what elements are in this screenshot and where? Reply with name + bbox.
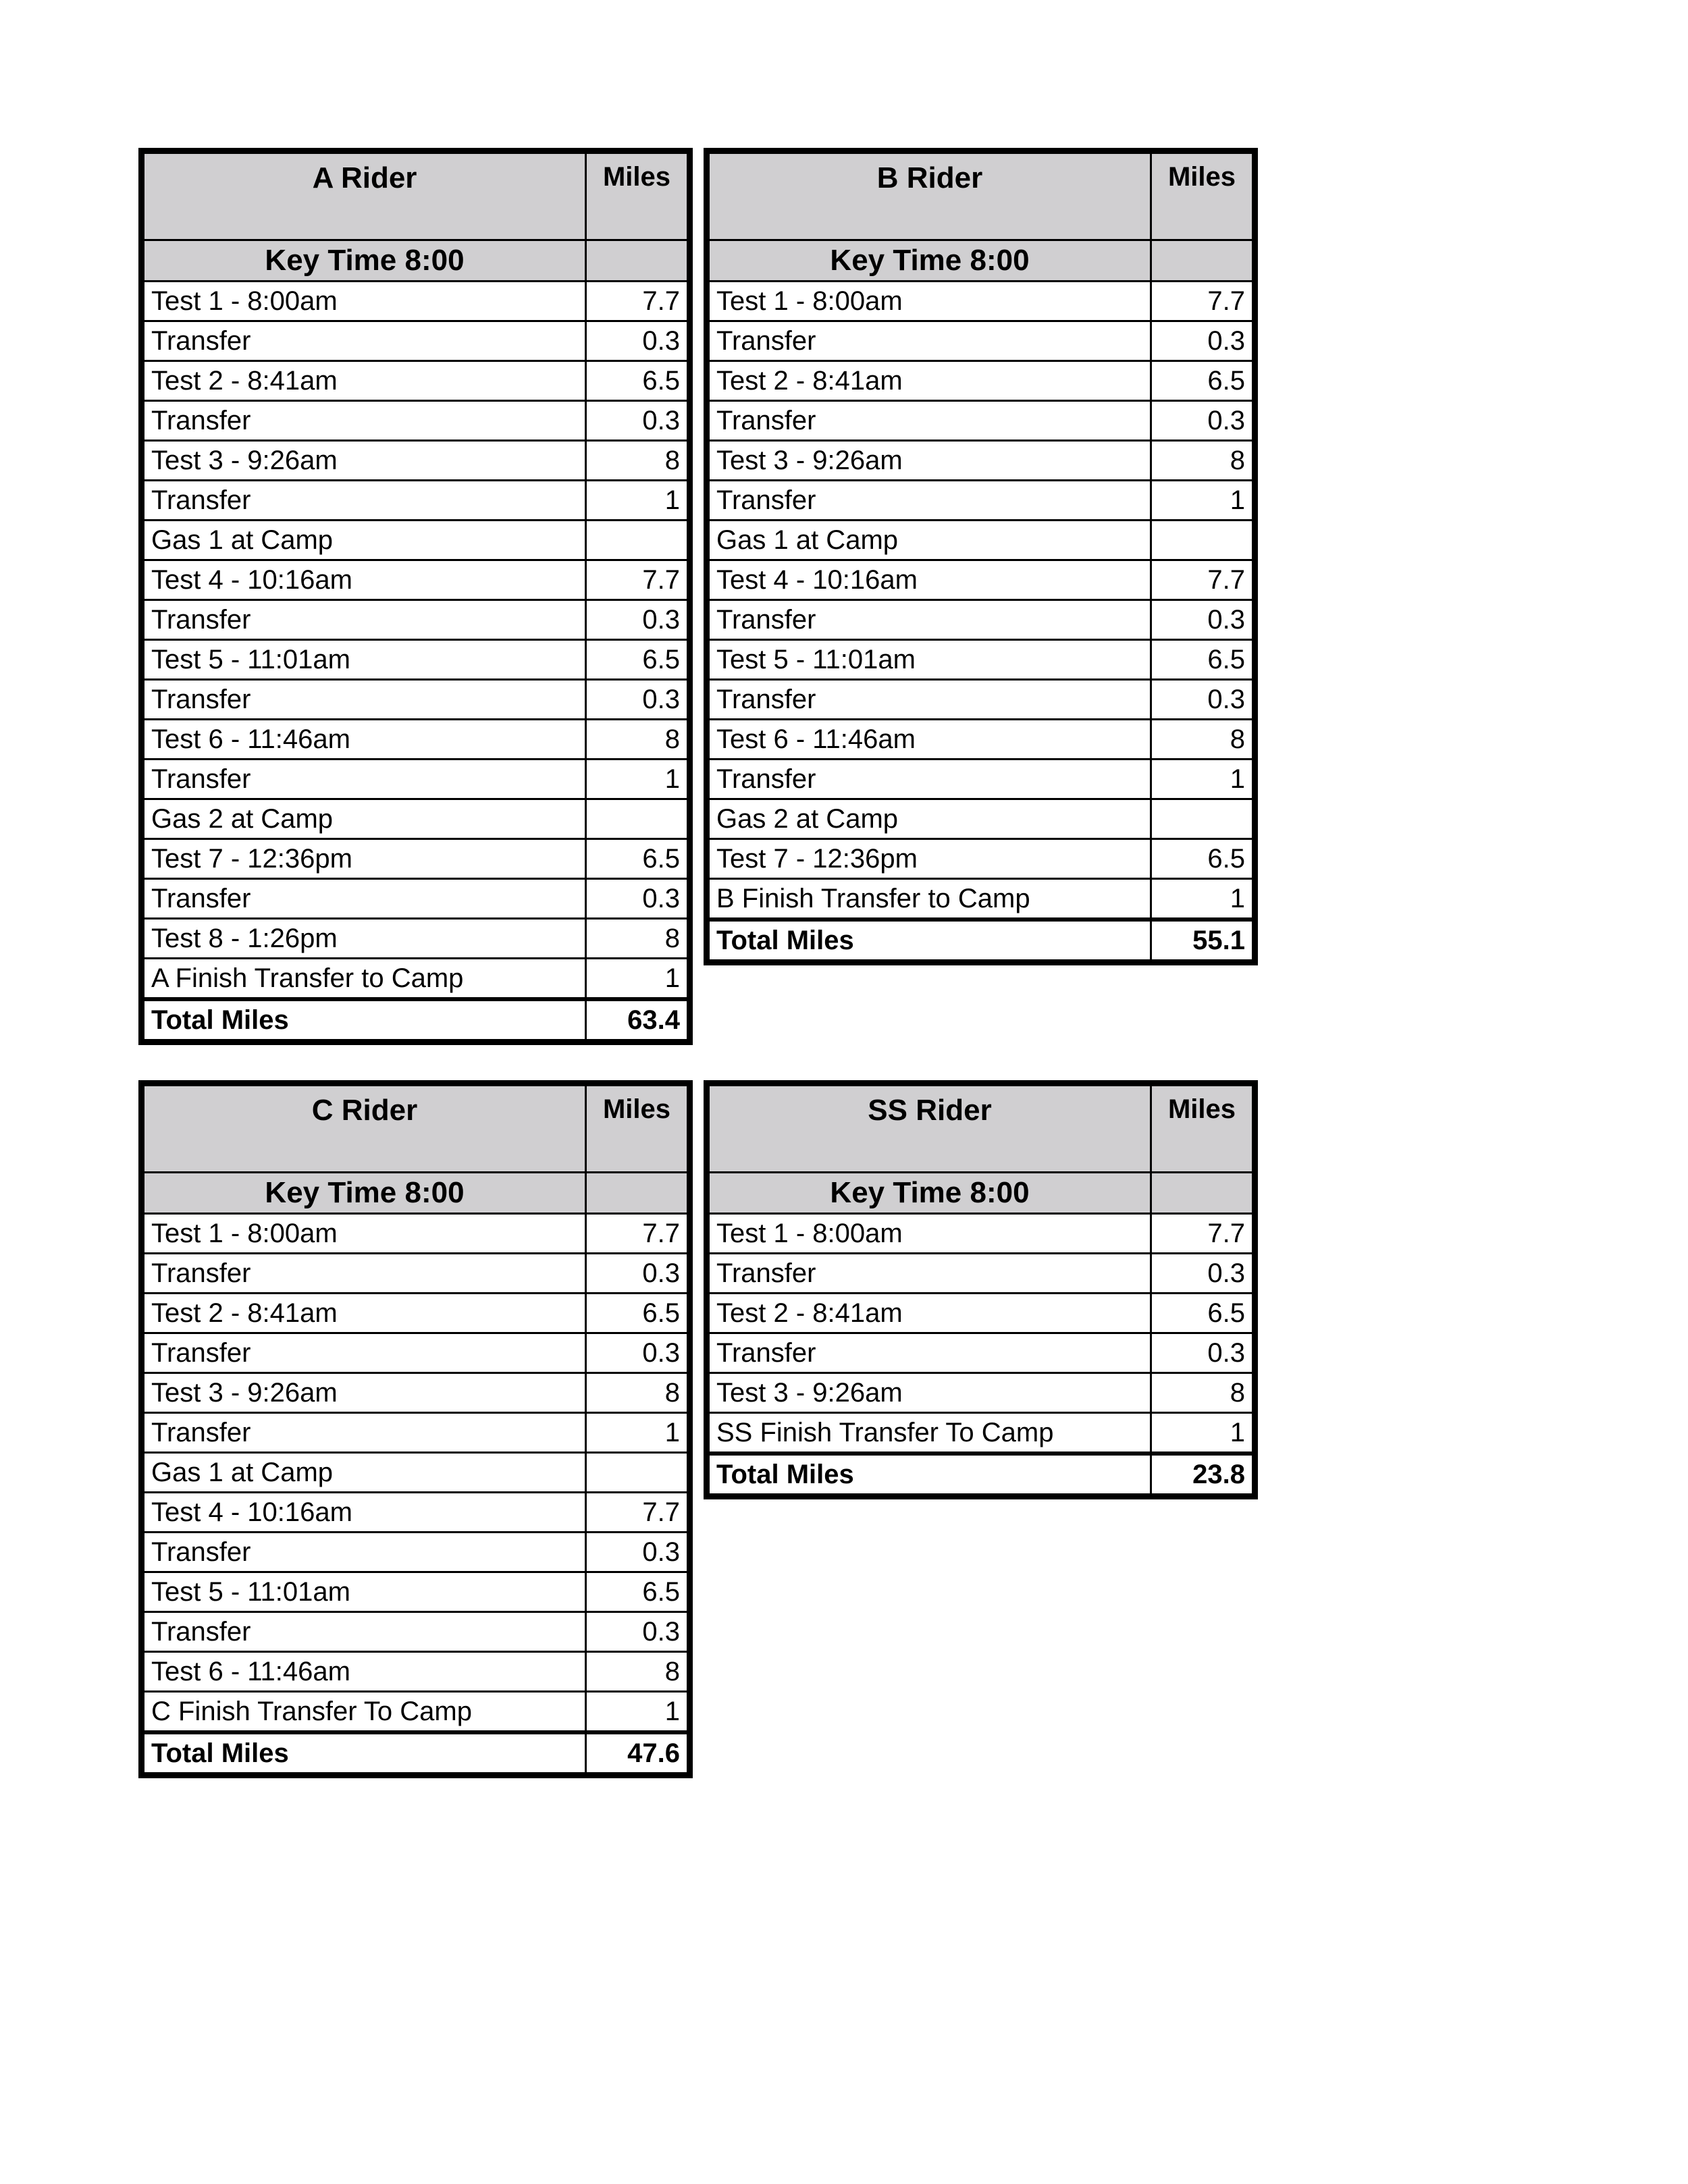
table-row — [144, 1493, 688, 1533]
row-miles: 6.5 — [586, 839, 688, 879]
total-value: 23.8 — [1151, 1454, 1253, 1495]
miles-column-header: Miles — [1151, 153, 1253, 240]
key-time-row — [709, 240, 1253, 282]
row-miles: 7.7 — [1151, 560, 1253, 600]
table-title: B Rider — [709, 153, 1151, 240]
row-label: Transfer — [144, 600, 586, 640]
row-label: Test 5 - 11:01am — [709, 640, 1151, 680]
table-row — [709, 1214, 1253, 1254]
table-row — [144, 919, 688, 959]
row-label: Gas 1 at Camp — [144, 521, 586, 560]
total-label: Total Miles — [709, 920, 1151, 961]
table-row — [144, 361, 688, 401]
table-row — [144, 1214, 688, 1254]
row-miles: 1 — [586, 481, 688, 521]
row-miles: 8 — [586, 1373, 688, 1413]
row-label: Test 1 - 8:00am — [144, 282, 586, 321]
row-label: Gas 2 at Camp — [144, 799, 586, 839]
total-label: Total Miles — [144, 999, 586, 1040]
row-label: A Finish Transfer to Camp — [144, 959, 586, 1000]
row-miles: 1 — [586, 1692, 688, 1733]
row-label: Test 2 - 8:41am — [144, 1294, 586, 1333]
row-label: Test 4 - 10:16am — [144, 1493, 586, 1533]
row-label: SS Finish Transfer To Camp — [709, 1413, 1151, 1454]
row-label: Transfer — [709, 401, 1151, 441]
row-miles: 6.5 — [1151, 361, 1253, 401]
row-miles: 1 — [1151, 760, 1253, 799]
row-miles: 1 — [1151, 481, 1253, 521]
row-miles — [586, 521, 688, 560]
row-miles: 1 — [586, 1413, 688, 1453]
row-label: Transfer — [144, 401, 586, 441]
row-label: Test 6 - 11:46am — [144, 1652, 586, 1692]
row-miles: 7.7 — [1151, 282, 1253, 321]
row-miles: 0.3 — [586, 1333, 688, 1373]
row-label: B Finish Transfer to Camp — [709, 879, 1151, 920]
table-row — [144, 1692, 688, 1733]
row-miles: 0.3 — [1151, 1254, 1253, 1294]
total-row — [709, 920, 1253, 961]
table-title: A Rider — [144, 153, 586, 240]
row-label: Test 1 - 8:00am — [709, 1214, 1151, 1254]
table-row — [144, 1254, 688, 1294]
row-label: Test 4 - 10:16am — [144, 560, 586, 600]
row-label: Test 3 - 9:26am — [709, 1373, 1151, 1413]
header-row — [144, 1086, 688, 1173]
c-rider-table — [138, 1080, 693, 1778]
row-miles: 0.3 — [1151, 600, 1253, 640]
table-row — [709, 640, 1253, 680]
row-label: Transfer — [709, 1254, 1151, 1294]
row-miles: 6.5 — [1151, 1294, 1253, 1333]
table-row — [709, 1254, 1253, 1294]
table-row — [144, 600, 688, 640]
table-row — [709, 282, 1253, 321]
table-row — [709, 521, 1253, 560]
key-time-row — [144, 240, 688, 282]
row-label: Test 8 - 1:26pm — [144, 919, 586, 959]
a-rider-table — [138, 148, 693, 1045]
row-label: Test 2 - 8:41am — [709, 361, 1151, 401]
table-row — [709, 1333, 1253, 1373]
row-label: C Finish Transfer To Camp — [144, 1692, 586, 1733]
row-miles: 7.7 — [586, 560, 688, 600]
table-row — [144, 1333, 688, 1373]
row-label: Transfer — [144, 879, 586, 919]
row-label: Transfer — [709, 760, 1151, 799]
row-label: Transfer — [144, 1533, 586, 1572]
header-row — [709, 153, 1253, 240]
row-miles — [586, 799, 688, 839]
total-row — [144, 1732, 688, 1774]
key-time-miles-cell — [586, 1173, 688, 1214]
table-row — [144, 401, 688, 441]
table-row — [144, 1373, 688, 1413]
table-row — [144, 441, 688, 481]
row-miles: 0.3 — [586, 321, 688, 361]
row-label: Test 1 - 8:00am — [144, 1214, 586, 1254]
row-miles — [1151, 799, 1253, 839]
table-row — [144, 521, 688, 560]
row-label: Test 3 - 9:26am — [144, 441, 586, 481]
row-label: Test 3 - 9:26am — [144, 1373, 586, 1413]
row-label: Transfer — [144, 1413, 586, 1453]
table-row — [709, 839, 1253, 879]
table-row — [144, 760, 688, 799]
ss-rider-table — [704, 1080, 1258, 1499]
total-value: 47.6 — [586, 1732, 688, 1774]
row-miles: 8 — [586, 441, 688, 481]
table-row — [144, 959, 688, 1000]
key-time-label: Key Time 8:00 — [144, 1173, 586, 1214]
row-label: Transfer — [709, 481, 1151, 521]
table-row — [709, 1413, 1253, 1454]
row-label: Gas 2 at Camp — [709, 799, 1151, 839]
table-row — [709, 1373, 1253, 1413]
row-label: Gas 1 at Camp — [144, 1453, 586, 1493]
row-miles: 6.5 — [586, 1572, 688, 1612]
row-miles: 7.7 — [586, 282, 688, 321]
row-label: Test 7 - 12:36pm — [709, 839, 1151, 879]
row-label: Transfer — [144, 680, 586, 720]
row-miles: 0.3 — [1151, 1333, 1253, 1373]
row-miles: 8 — [1151, 720, 1253, 760]
row-miles: 1 — [586, 760, 688, 799]
row-label: Test 4 - 10:16am — [709, 560, 1151, 600]
miles-column-header: Miles — [1151, 1086, 1253, 1173]
row-miles: 0.3 — [586, 401, 688, 441]
row-label: Transfer — [144, 1254, 586, 1294]
row-label: Test 1 - 8:00am — [709, 282, 1151, 321]
row-miles — [586, 1453, 688, 1493]
row-miles: 0.3 — [586, 1612, 688, 1652]
row-label: Test 2 - 8:41am — [709, 1294, 1151, 1333]
table-title: SS Rider — [709, 1086, 1151, 1173]
row-label: Transfer — [144, 321, 586, 361]
row-label: Transfer — [144, 760, 586, 799]
total-value: 55.1 — [1151, 920, 1253, 961]
table-row — [709, 1294, 1253, 1333]
table-row — [144, 1612, 688, 1652]
table-row — [709, 321, 1253, 361]
table-row — [144, 640, 688, 680]
table-row — [709, 600, 1253, 640]
table-row — [144, 321, 688, 361]
row-label: Transfer — [709, 680, 1151, 720]
row-label: Test 5 - 11:01am — [144, 640, 586, 680]
row-miles: 7.7 — [586, 1214, 688, 1254]
table-row — [709, 720, 1253, 760]
table-row — [709, 879, 1253, 920]
row-miles: 1 — [586, 959, 688, 1000]
table-row — [709, 680, 1253, 720]
row-label: Test 2 - 8:41am — [144, 361, 586, 401]
table-row — [144, 799, 688, 839]
table-row — [144, 560, 688, 600]
table-row — [709, 481, 1253, 521]
row-miles: 8 — [1151, 1373, 1253, 1413]
key-time-row — [709, 1173, 1253, 1214]
row-label: Test 3 - 9:26am — [709, 441, 1151, 481]
row-label: Transfer — [144, 481, 586, 521]
table-row — [144, 1294, 688, 1333]
row-miles: 0.3 — [586, 1533, 688, 1572]
row-miles: 8 — [586, 1652, 688, 1692]
key-time-miles-cell — [1151, 1173, 1253, 1214]
table-row — [144, 1533, 688, 1572]
key-time-miles-cell — [586, 240, 688, 282]
key-time-label: Key Time 8:00 — [709, 240, 1151, 282]
row-miles: 8 — [586, 720, 688, 760]
row-miles: 8 — [1151, 441, 1253, 481]
key-time-miles-cell — [1151, 240, 1253, 282]
row-miles: 6.5 — [586, 1294, 688, 1333]
table-row — [709, 760, 1253, 799]
table-row — [144, 879, 688, 919]
table-row — [144, 680, 688, 720]
row-miles: 0.3 — [1151, 680, 1253, 720]
table-row — [144, 481, 688, 521]
key-time-row — [144, 1173, 688, 1214]
total-value: 63.4 — [586, 999, 688, 1040]
row-label: Test 5 - 11:01am — [144, 1572, 586, 1612]
row-miles: 0.3 — [586, 600, 688, 640]
table-row — [709, 401, 1253, 441]
row-label: Test 6 - 11:46am — [144, 720, 586, 760]
row-miles: 7.7 — [1151, 1214, 1253, 1254]
header-row — [144, 153, 688, 240]
table-row — [144, 282, 688, 321]
table-row — [709, 361, 1253, 401]
row-label: Transfer — [709, 321, 1151, 361]
key-time-label: Key Time 8:00 — [709, 1173, 1151, 1214]
table-title: C Rider — [144, 1086, 586, 1173]
table-row — [144, 720, 688, 760]
row-miles — [1151, 521, 1253, 560]
row-label: Test 7 - 12:36pm — [144, 839, 586, 879]
miles-column-header: Miles — [586, 153, 688, 240]
row-miles: 0.3 — [1151, 321, 1253, 361]
row-label: Gas 1 at Camp — [709, 521, 1151, 560]
row-miles: 8 — [586, 919, 688, 959]
row-label: Transfer — [144, 1612, 586, 1652]
row-miles: 6.5 — [586, 640, 688, 680]
total-row — [144, 999, 688, 1040]
table-row — [709, 441, 1253, 481]
b-rider-table — [704, 148, 1258, 965]
row-label: Transfer — [709, 1333, 1151, 1373]
table-row — [144, 1652, 688, 1692]
total-row — [709, 1454, 1253, 1495]
table-row — [144, 1572, 688, 1612]
row-label: Transfer — [144, 1333, 586, 1373]
row-miles: 7.7 — [586, 1493, 688, 1533]
row-miles: 0.3 — [1151, 401, 1253, 441]
row-miles: 6.5 — [1151, 839, 1253, 879]
table-row — [709, 560, 1253, 600]
key-time-label: Key Time 8:00 — [144, 240, 586, 282]
table-row — [709, 799, 1253, 839]
row-label: Test 6 - 11:46am — [709, 720, 1151, 760]
table-row — [144, 839, 688, 879]
row-miles: 1 — [1151, 1413, 1253, 1454]
row-miles: 0.3 — [586, 1254, 688, 1294]
row-miles: 0.3 — [586, 680, 688, 720]
total-label: Total Miles — [144, 1732, 586, 1774]
table-row — [144, 1453, 688, 1493]
row-miles: 1 — [1151, 879, 1253, 920]
total-label: Total Miles — [709, 1454, 1151, 1495]
miles-column-header: Miles — [586, 1086, 688, 1173]
header-row — [709, 1086, 1253, 1173]
row-miles: 6.5 — [1151, 640, 1253, 680]
row-miles: 0.3 — [586, 879, 688, 919]
row-miles: 6.5 — [586, 361, 688, 401]
row-label: Transfer — [709, 600, 1151, 640]
table-row — [144, 1413, 688, 1453]
